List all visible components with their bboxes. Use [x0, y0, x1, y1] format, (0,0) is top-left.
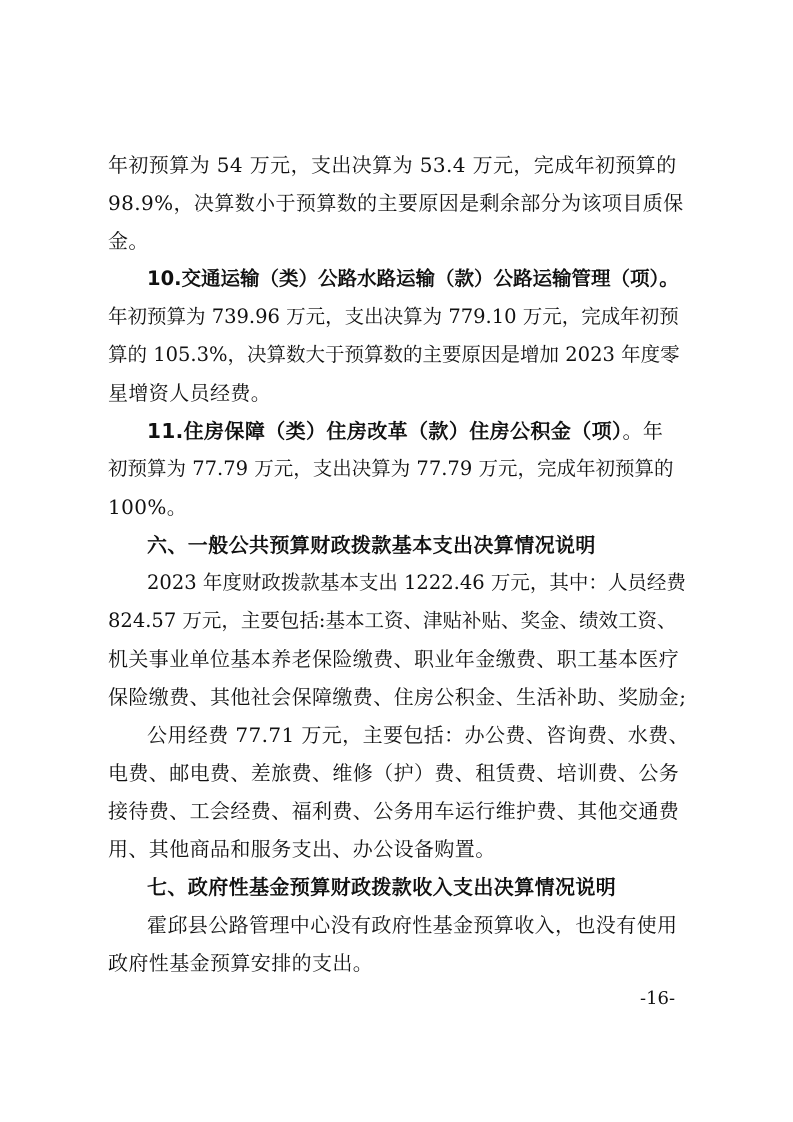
item-10-heading: 10.交通运输（类）公路水路运输（款）公路运输管理（项）。	[147, 267, 679, 290]
paragraph-line: 年初预算为 54 万元，支出决算为 53.4 万元，完成年初预算的	[108, 153, 677, 177]
paragraph-line: 100%。	[108, 495, 188, 519]
paragraph-line: 接待费、工会经费、福利费、公务用车运行维护费、其他交通费	[108, 799, 680, 823]
paragraph-line: 年初预算为 739.96 万元，支出决算为 779.10 万元，完成年初预	[108, 305, 679, 328]
paragraph-line: 98.9%，决算数小于预算数的主要原因是剩余部分为该项目质保	[108, 191, 684, 215]
paragraph-line: 电费、邮电费、差旅费、维修（护）费、租赁费、培训费、公务	[108, 761, 680, 785]
paragraph-line: 824.57 万元，主要包括:基本工资、津贴补贴、奖金、绩效工资、	[108, 609, 677, 632]
paragraph-line: 初预算为 77.79 万元，支出决算为 77.79 万元，完成年初预算的	[108, 457, 674, 480]
paragraph-line: 星增资人员经费。	[108, 381, 272, 405]
paragraph-line: 金。	[108, 229, 149, 253]
paragraph-line: 霍邱县公路管理中心没有政府性基金预算收入，也没有使用	[147, 913, 678, 937]
paragraph-line: 用、其他商品和服务支出、办公设备购置。	[108, 837, 496, 861]
page-number: -16-	[640, 988, 676, 1009]
paragraph-line: 政府性基金预算安排的支出。	[108, 951, 374, 975]
paragraph-line: 公用经费 77.71 万元，主要包括：办公费、咨询费、水费、	[147, 723, 689, 747]
item-11-heading-tail: 。年	[622, 419, 664, 443]
section-6-title: 六、一般公共预算财政拨款基本支出决算情况说明	[147, 533, 596, 557]
paragraph-line: 保险缴费、其他社会保障缴费、住房公积金、生活补助、奖励金;	[108, 685, 687, 709]
paragraph-line: 2023 年度财政拨款基本支出 1222.46 万元，其中：人员经费	[147, 571, 686, 594]
section-7-title: 七、政府性基金预算财政拨款收入支出决算情况说明	[147, 875, 617, 899]
paragraph-line: 算的 105.3%，决算数大于预算数的主要原因是增加 2023 年度零	[108, 343, 680, 366]
item-11-heading: 11.住房保障（类）住房改革（款）住房公积金（项）	[147, 419, 623, 443]
item-11-heading-line	[147, 413, 694, 449]
paragraph-line: 机关事业单位基本养老保险缴费、职业年金缴费、职工基本医疗	[108, 647, 680, 671]
